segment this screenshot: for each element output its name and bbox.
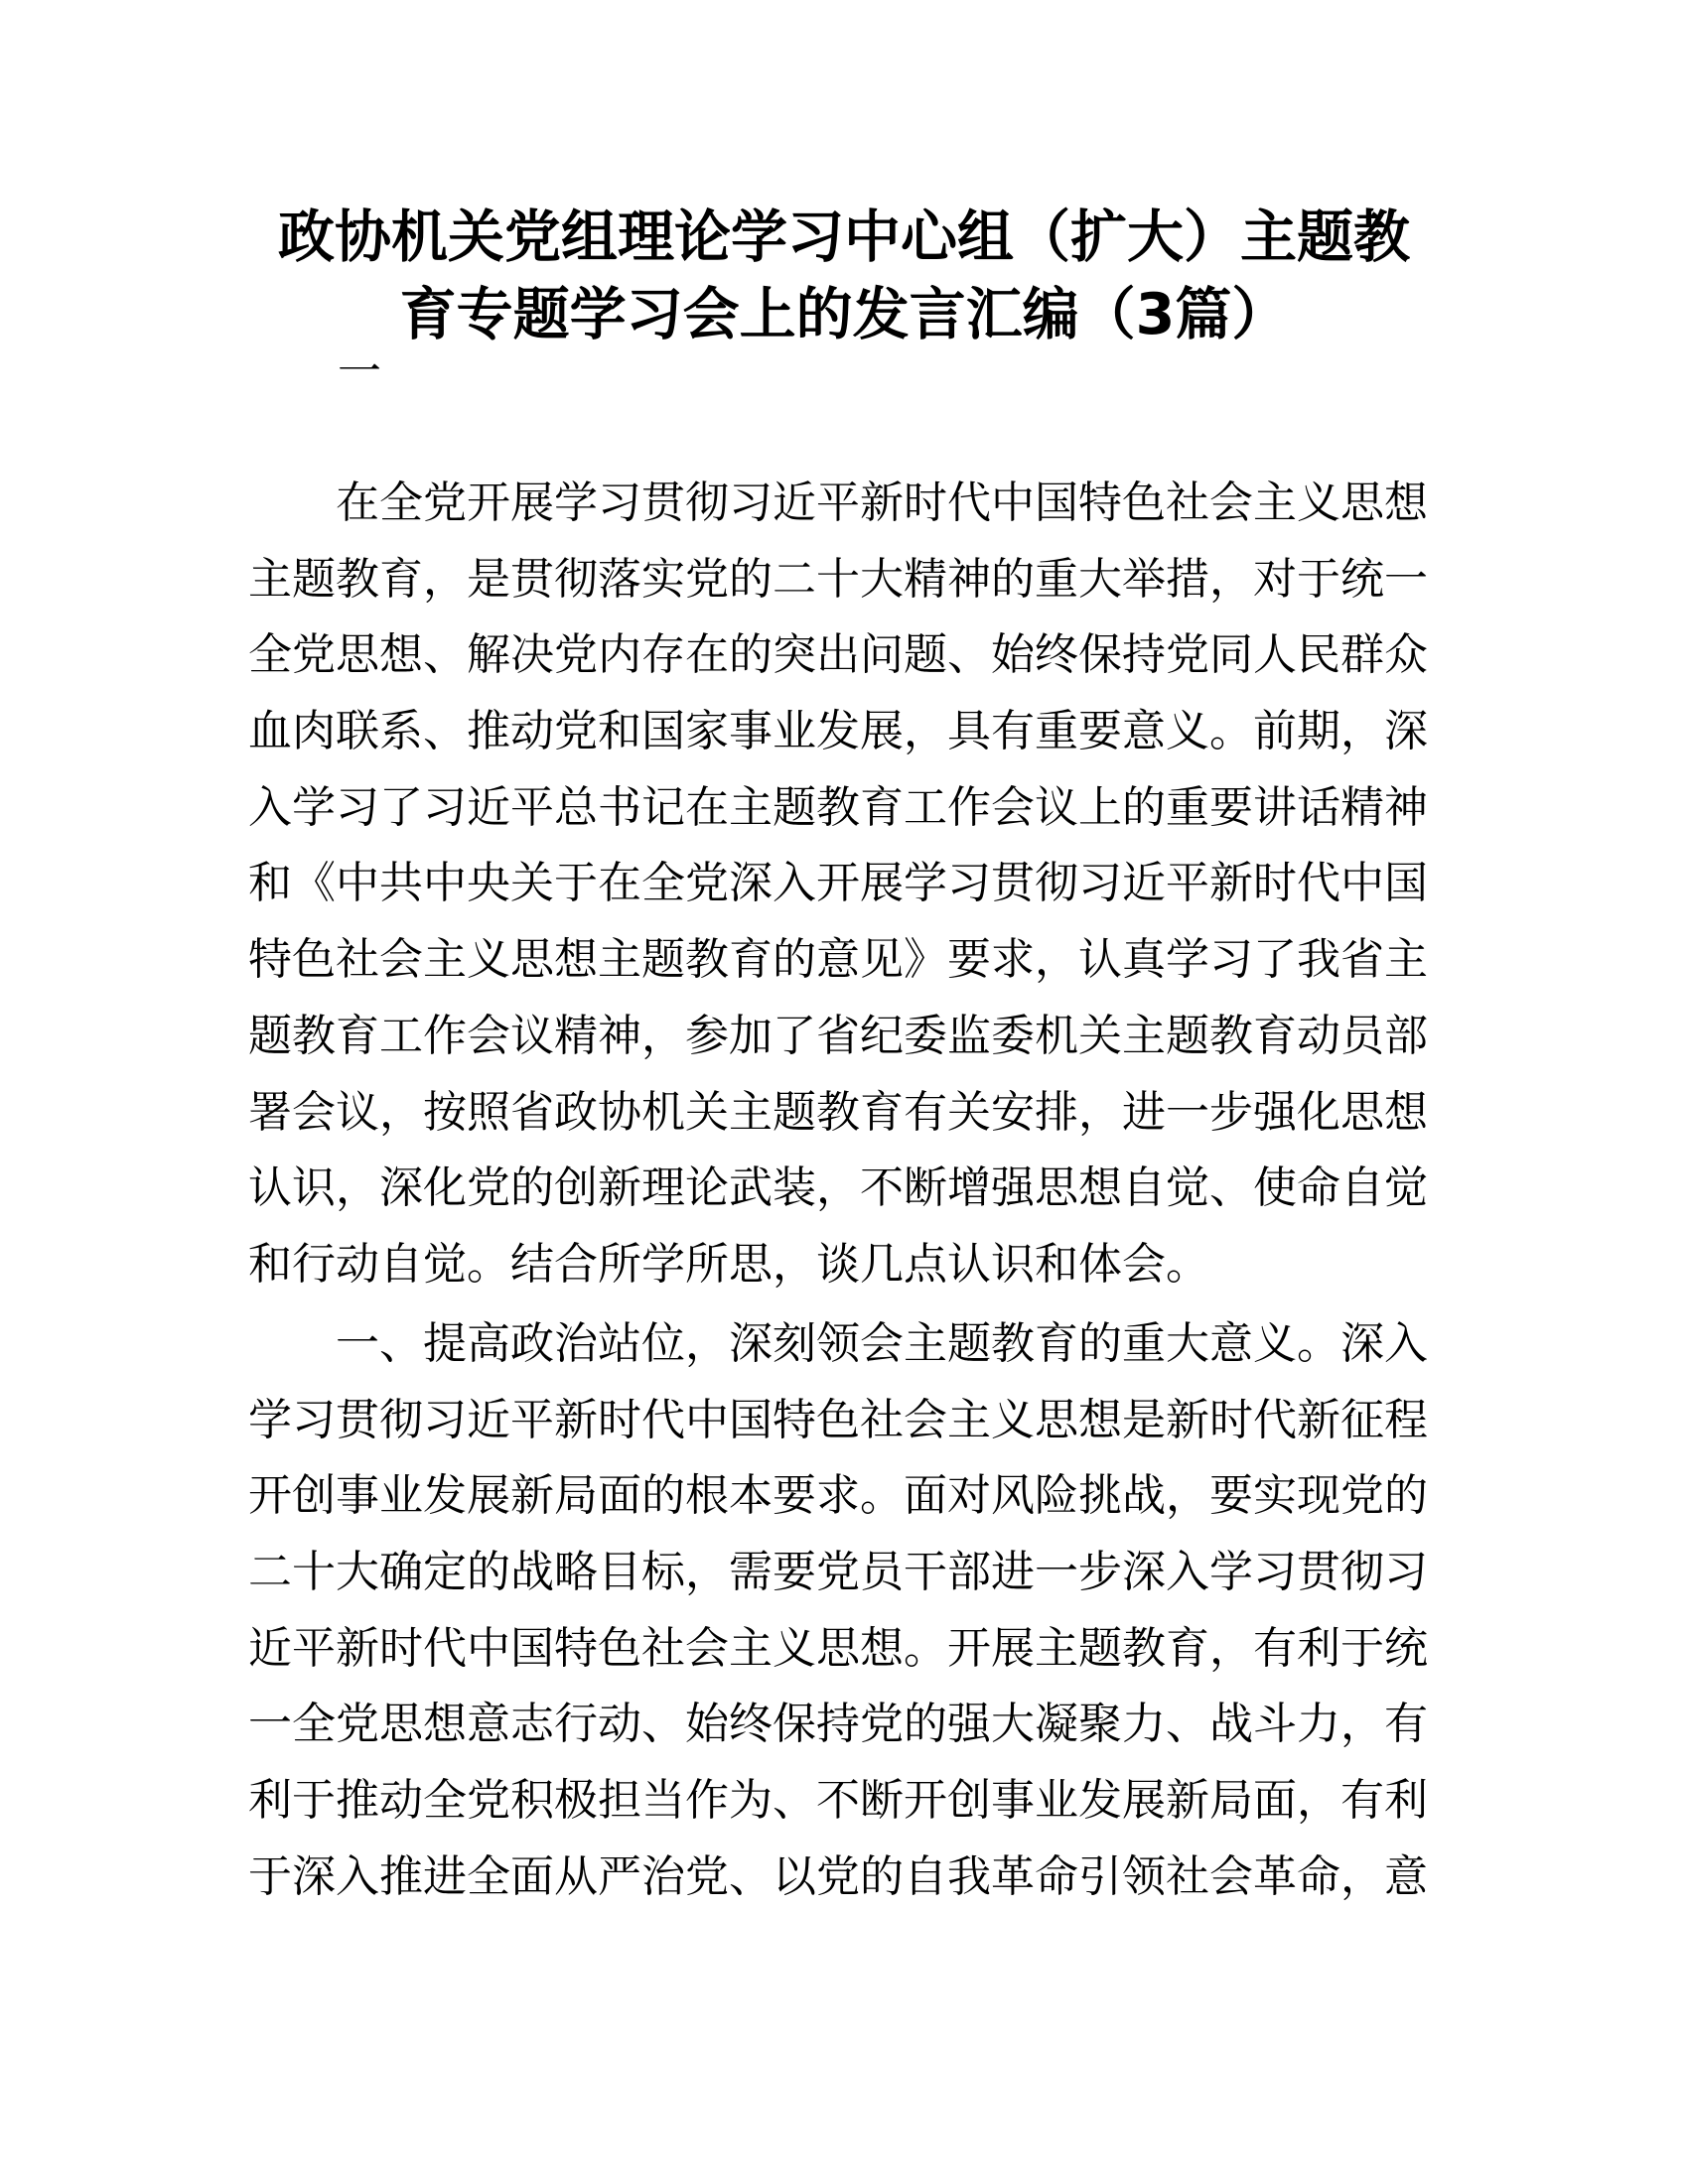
section-marker: 一 xyxy=(338,346,381,397)
text-line: 学习贯彻习近平新时代中国特色社会主义思想是新时代新征程 xyxy=(248,1394,1428,1445)
text-line: 和行动自觉。结合所学所思，谈几点认识和体会。 xyxy=(248,1238,1209,1290)
document-title-line-1: 政协机关党组理论学习中心组（扩大）主题教 xyxy=(278,205,1410,270)
text-line: 题教育工作会议精神，参加了省纪委监委机关主题教育动员部 xyxy=(248,1010,1428,1061)
text-line: 近平新时代中国特色社会主义思想。开展主题教育，有利于统 xyxy=(248,1622,1428,1674)
text-line: 主题教育，是贯彻落实党的二十大精神的重大举措，对于统一 xyxy=(248,553,1428,605)
text-line: 全党思想、解决党内存在的突出问题、始终保持党同人民群众 xyxy=(248,629,1428,681)
text-line: 认识，深化党的创新理论武装，不断增强思想自觉、使命自觉 xyxy=(248,1162,1428,1214)
paragraph-intro xyxy=(248,466,1427,1303)
text-line: 于深入推进全面从严治党、以党的自我革命引领社会革命，意 xyxy=(248,1850,1428,1902)
text-line: 开创事业发展新局面的根本要求。面对风险挑战，要实现党的 xyxy=(248,1470,1428,1522)
paragraph-point-one xyxy=(248,1306,1427,1916)
text-line: 在全党开展学习贯彻习近平新时代中国特色社会主义思想 xyxy=(336,478,1428,528)
text-line: 二十大确定的战略目标，需要党员干部进一步深入学习贯彻习 xyxy=(248,1547,1428,1598)
text-line: 血肉联系、推动党和国家事业发展，具有重要意义。前期，深 xyxy=(248,706,1428,757)
text-line: 一、提高政治站位，深刻领会主题教育的重大意义。深入 xyxy=(336,1318,1428,1369)
text-line: 署会议，按照省政协机关主题教育有关安排，进一步强化思想 xyxy=(248,1086,1428,1138)
text-line: 利于推动全党积极担当作为、不断开创事业发展新局面，有利 xyxy=(248,1775,1428,1827)
document-title-line-2: 育专题学习会上的发言汇编（3篇） xyxy=(399,282,1289,347)
text-line: 和《中共中央关于在全党深入开展学习贯彻习近平新时代中国 xyxy=(248,858,1428,909)
text-line: 入学习了习近平总书记在主题教育工作会议上的重要讲话精神 xyxy=(248,781,1428,833)
text-line: 特色社会主义思想主题教育的意见》要求，认真学习了我省主 xyxy=(248,934,1428,986)
text-line: 一全党思想意志行动、始终保持党的强大凝聚力、战斗力，有 xyxy=(248,1699,1428,1750)
